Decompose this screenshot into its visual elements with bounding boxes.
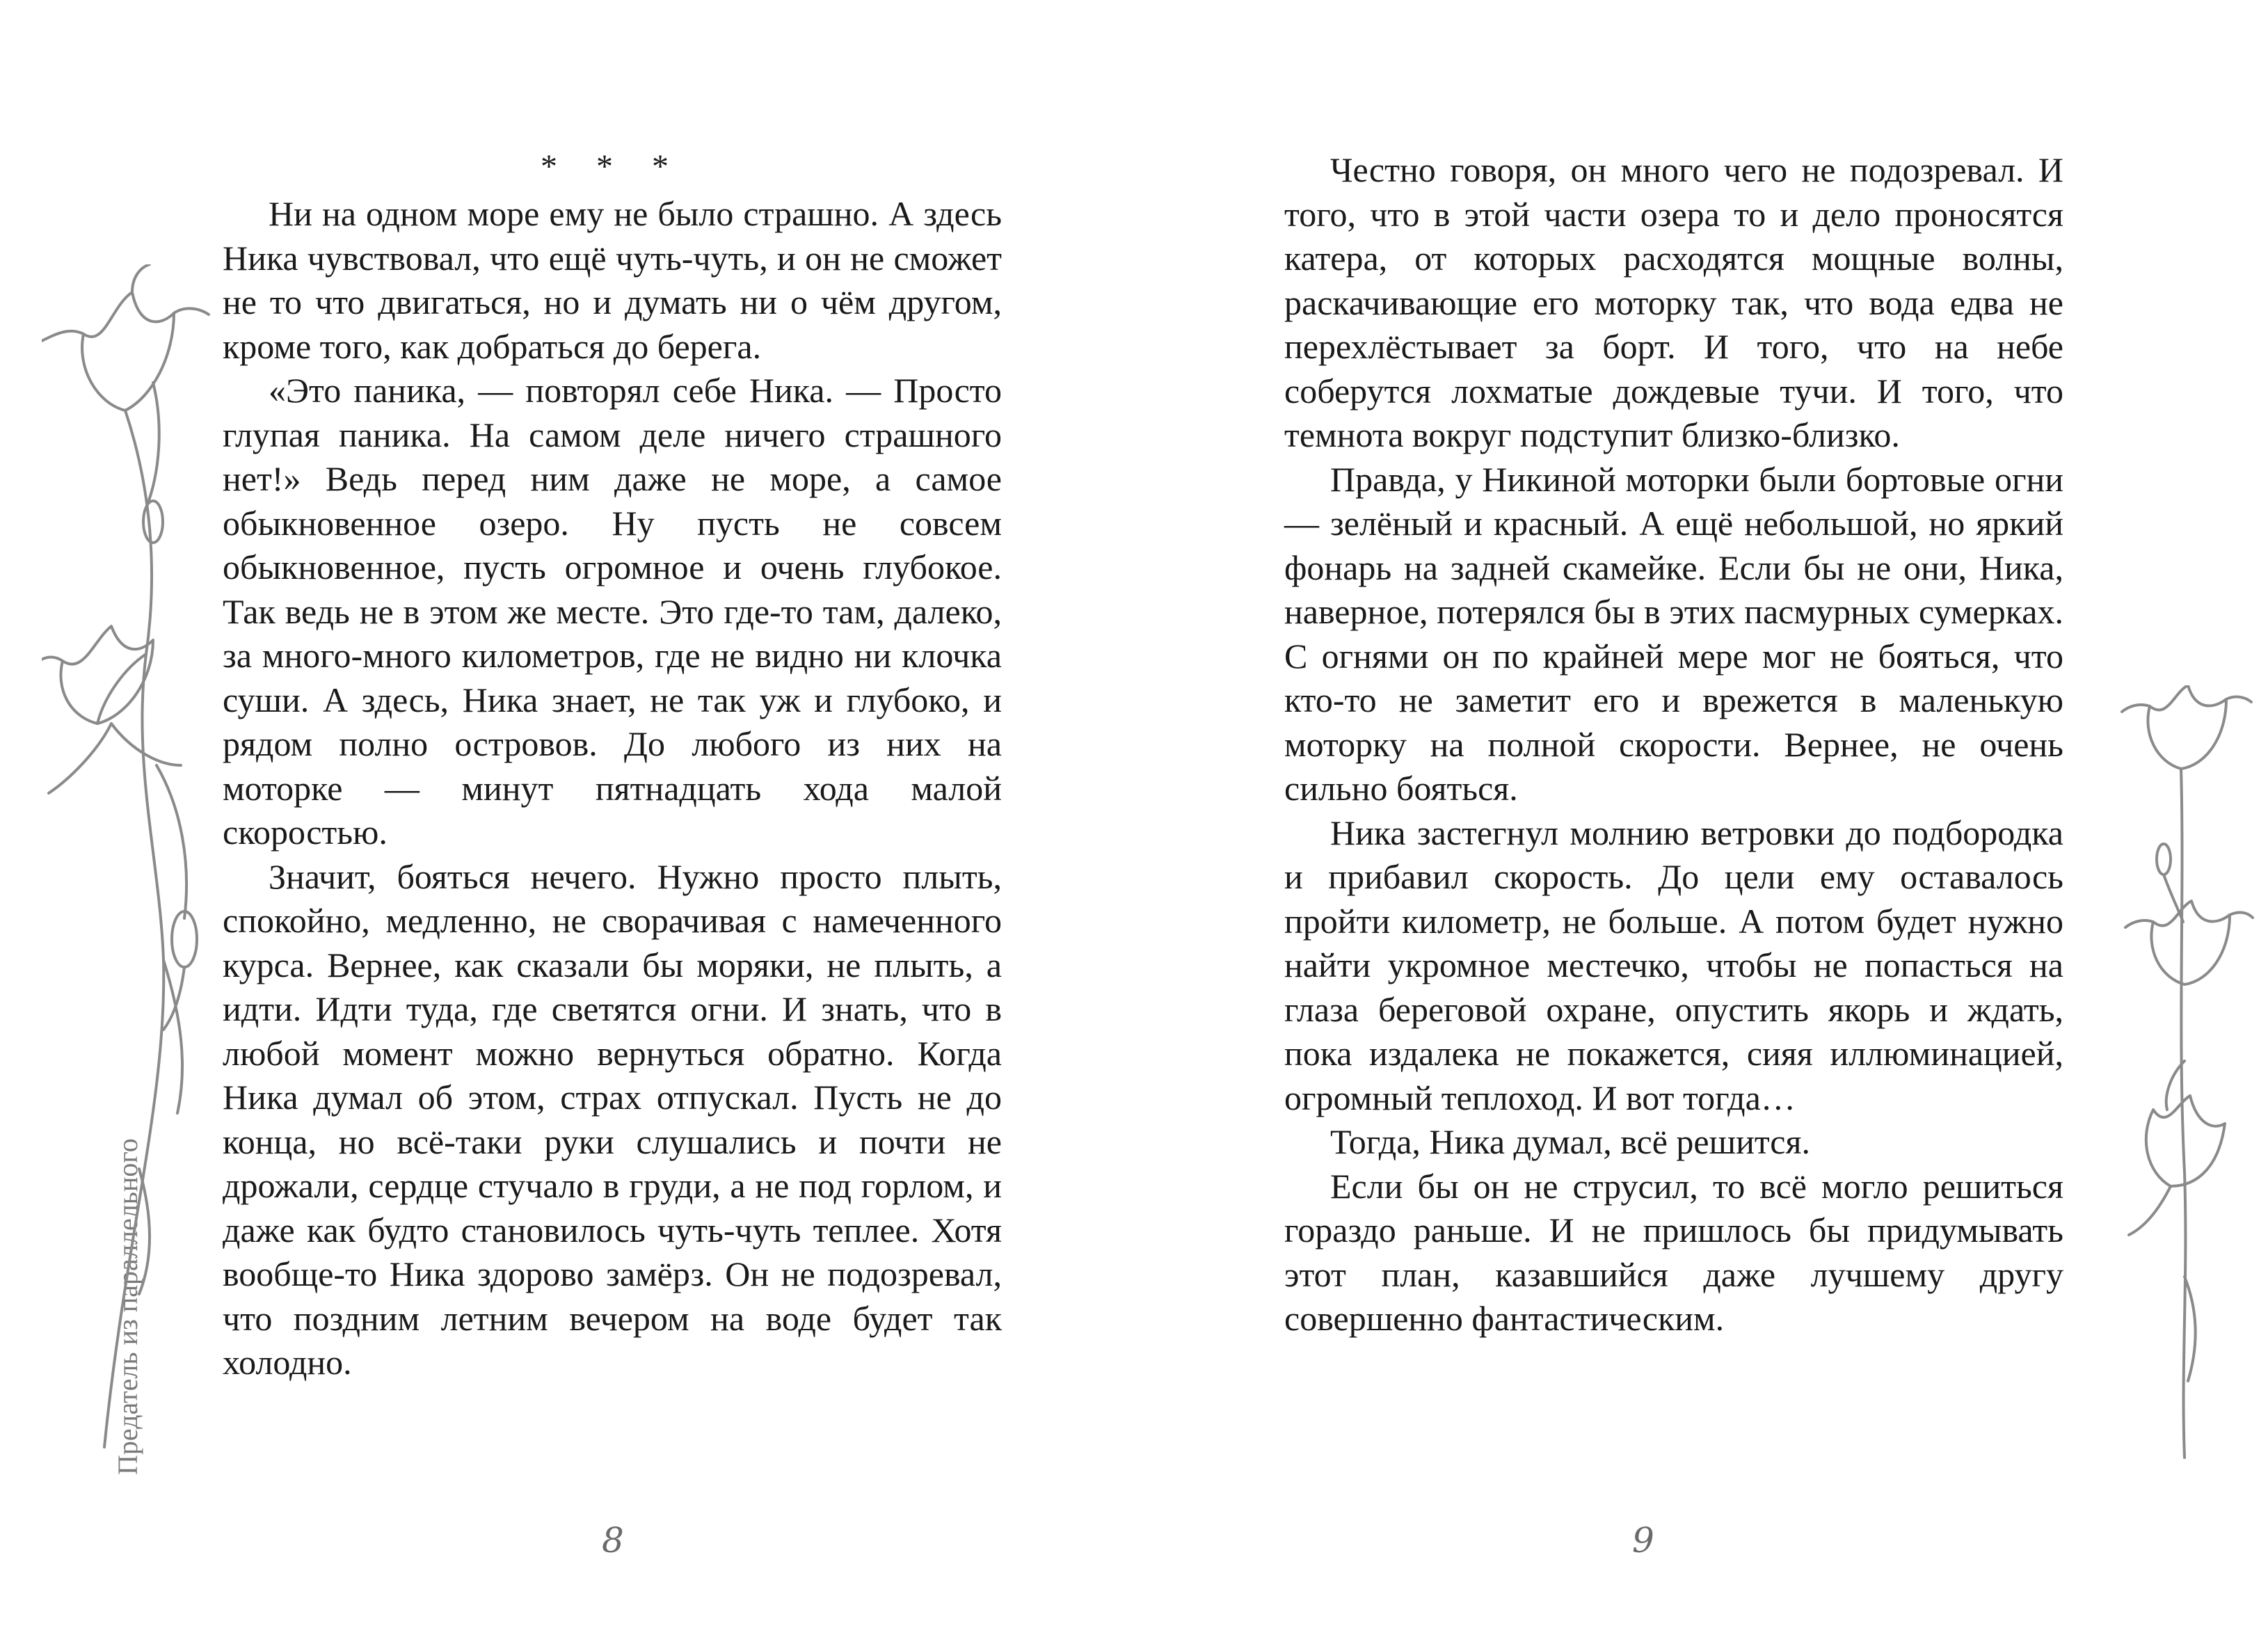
paragraph: Ни на одном море ему не было страшно. А здесь Ника чувствовал, что ещё чуть-чуть, и он не сможет не то что двигаться, но и думать ни о чём другом, кроме того, как добраться до берега.: [223, 194, 1002, 366]
right-page: [1134, 0, 2268, 1644]
bellflower-illustration-right: [2115, 685, 2254, 1465]
right-text-column: [1284, 148, 2063, 1341]
page-number: 9: [1632, 1520, 1654, 1561]
paragraph: Правда, у Никиной моторки были бортовые огни — зелёный и красный. А ещё небольшой, но яркий фонарь на задней скамейке. Если бы не они, Ника, наверное, потерялся бы в этих пасмурных сумерках. С огнями он по крайней мере мог не бояться, что кто-то не заметит его и врежется в маленькую моторку на полной скорости. Вернее, не очень сильно бояться.: [1284, 459, 2063, 808]
running-head: Предатель из параллельного: [112, 1138, 143, 1475]
paragraph: Ника застегнул молнию ветровки до подбородка и прибавил скорость. До цели ему оставалось пройти километр, не больше. А потом будет нужно найти укромное местечко, чтобы не попасться на глаза береговой охране, опустить якорь и ждать, пока издалека не покажется, сияя иллюминацией, огромный теплоход. И вот тогда…: [1284, 813, 2063, 1117]
paragraph: Тогда, Ника думал, всё решится.: [1330, 1122, 1810, 1161]
page-number: 8: [602, 1520, 624, 1561]
bellflower-illustration-left: [42, 264, 223, 1461]
paragraph: Если бы он не струсил, то всё могло решиться гораздо раньше. И не пришлось бы придумывать этот план, казавшийся даже лучшему другу совершенно фантастическим.: [1284, 1166, 2063, 1338]
paragraph: «Это паника, — повторял себе Ника. — Просто глупая паника. На самом деле ничего страшного нет!» Ведь перед ним даже не море, а самое обыкновенное озеро. Ну пусть не совсем обыкновенное, пусть огромное и очень глубокое. Так ведь не в этом же месте. Это где-то там, далеко, за много-много километров, где не видно ни клочка суши. А здесь, Ника знает, не так уж и глубоко, и рядом полно островов. До любого из них на моторке — минут пятнадцать хода малой скоростью.: [223, 371, 1002, 852]
paragraph: Значит, бояться нечего. Нужно просто плыть, спокойно, медленно, не сворачивая с намеченного курса. Вернее, как сказали бы моряки, не плыть, а идти. Идти туда, где светятся огни. И знать, что в любой момент можно вернуться обратно. Когда Ника думал об этом, страх отпускал. Пусть не до конца, но всё-таки руки слушались и почти не дрожали, сердце стучало в груди, а не под горлом, и даже как будто становилось чуть-чуть теплее. Хотя вообще-то Ника здорово замёрз. Он не подозревал, что поздним летним вечером на воде будет так холодно.: [223, 856, 1002, 1382]
left-text-column: [223, 192, 1002, 1385]
paragraph: Честно говоря, он много чего не подозревал. И того, что в этой части озера то и дело проносятся катера, от которых расходятся мощные волны, раскачивающие его моторку так, что вода едва не перехлёстывает за борт. И того, что на небе соберутся лохматые дождевые тучи. И того, что темнота вокруг подступит близко-близко.: [1284, 150, 2063, 454]
section-separator: * * *: [541, 148, 684, 185]
